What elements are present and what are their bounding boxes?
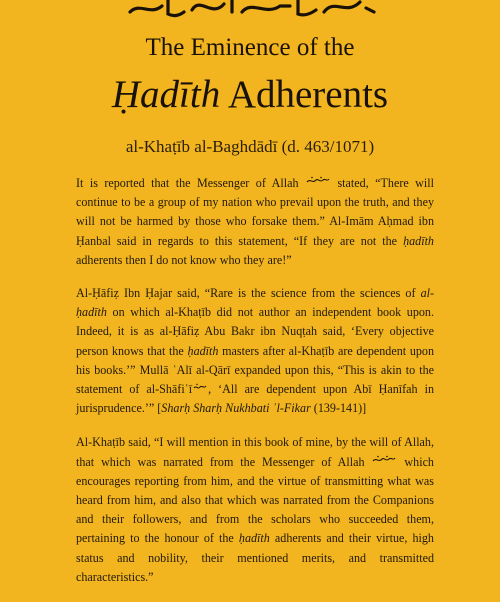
paragraph-3 [76,433,434,587]
p1-text-b: stated, “There will continue to be a group of my nation who prevail upon the truth, and they will not be harmed by those who forsake them.” Al-Imām Aḥmad ibn Ḥanbal said in regards to this statement, “If they are not the [76,176,434,248]
p1-text-d: adherents then I do not know who they are!” [76,252,292,267]
p2-citation-title: Sharḥ Sharḥ Nukhbati ʾl-Fikar [161,401,311,416]
title-rest: Adherents [220,73,389,116]
p1-italic-hadith: ḥadīth [403,233,434,248]
p1-text-a: It is reported that the Messenger of Allah [76,176,299,190]
paragraph-2 [76,284,434,418]
p3-text-b: which encourages reporting from him, and the virtue of transmitting what was heard from him, and also that which was narrated from the Companions and their followers, and from the scholars who succeeded them, pertaining to the honour of the [76,454,434,546]
p3-text-a: Al-Khaṭīb said, “I will mention in this book of mine, by the will of Allah, that which was narrated from the Messenger of Allah [76,435,434,469]
arabic-calligraphy-title [120,0,380,20]
p3-text-d: adherents and their virtue, high status and nobility, their mentioned merits, and transmitted characteristics.” [76,531,434,584]
p2-text-c: on which al-Khaṭīb did not author an independent book upon. Indeed, it is as al-Ḥāfiẓ Abu Bakr ibn Nuqṭah said, ‘Every objective person knows that the [76,305,434,358]
p2-italic-hadith: ḥadīth [187,343,219,358]
radiya-allahu-glyph-icon [193,383,207,391]
p2-text-f: , ‘All are dependent upon Abī Ḥanīfah in jurisprudence.’” [ [76,382,434,416]
p2-text-a: Al-Ḥāfiẓ Ibn Ḥajar said, “Rare is the science from the sciences of [76,286,416,301]
title-line-1: The Eminence of the [145,34,355,61]
salawat-glyph-icon [372,455,396,464]
p2-italic-al-hadith: al-ḥadīth [76,286,434,320]
p2-text-h: (139-141)] [310,401,367,416]
paragraph-1 [76,174,434,270]
salawat-glyph-icon [306,176,330,185]
p3-italic-hadith: ḥadīth [238,531,270,546]
body-text [76,174,434,602]
p2-text-e: masters after al-Khaṭīb are dependent upon his books.’” Mullā ʿAlī al-Qārī expanded upon this, “This is akin to the statement of al-Shāfiʿī [76,343,435,397]
title-line-2 [0,72,500,118]
author-line: al-Khaṭīb al-Baghdādī (d. 463/1071) [125,137,375,156]
title-italic-word: Ḥadīth [111,73,221,116]
